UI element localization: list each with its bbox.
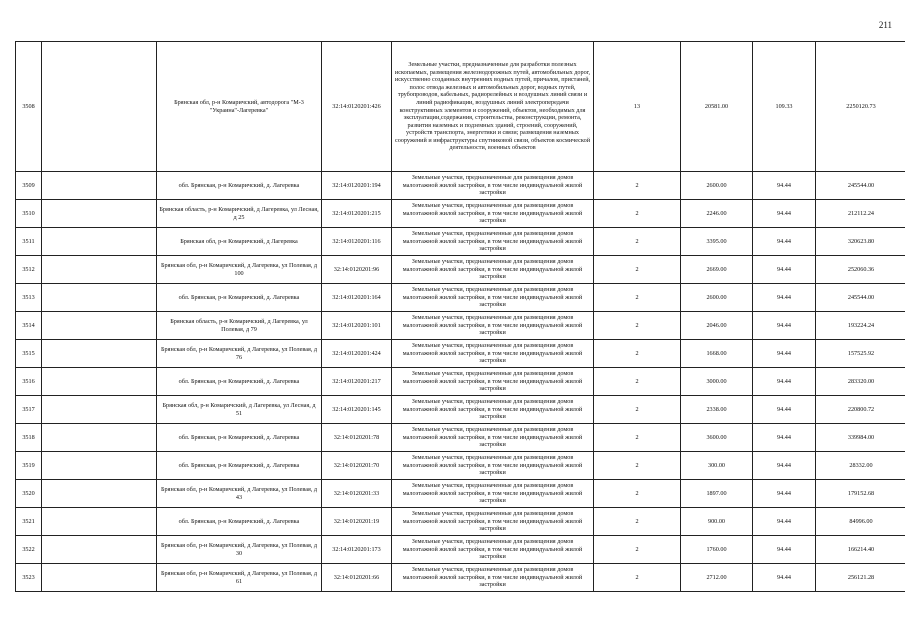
blank-cell bbox=[42, 536, 157, 564]
land-use-cell: Земельные участки, предназначенные для размещения домов малоэтажной жилой застройки, в том числе индивидуальной жилой застройки bbox=[392, 256, 594, 284]
group-number-cell: 2 bbox=[594, 340, 681, 368]
area-cell: 2669.00 bbox=[681, 256, 753, 284]
land-use-cell: Земельные участки, предназначенные для размещения домов малоэтажной жилой застройки, в том числе индивидуальной жилой застройки bbox=[392, 424, 594, 452]
cadastral-value-cell: 193224.24 bbox=[816, 312, 905, 340]
address-cell: Брянская область, р-н Комаричский, д Лагеревка, ул Лесная, д 25 bbox=[157, 200, 322, 228]
cadastral-number-cell: 32:14:0120201:66 bbox=[322, 564, 392, 592]
cadastral-value-cell: 320623.80 bbox=[816, 228, 905, 256]
area-cell: 2600.00 bbox=[681, 172, 753, 200]
row-number-cell: 3516 bbox=[16, 368, 42, 396]
cadastral-value-cell: 179152.68 bbox=[816, 480, 905, 508]
cadastral-number-cell: 32:14:0120201:116 bbox=[322, 228, 392, 256]
area-cell: 1760.00 bbox=[681, 536, 753, 564]
land-use-cell: Земельные участки, предназначенные для размещения домов малоэтажной жилой застройки, в том числе индивидуальной жилой застройки bbox=[392, 396, 594, 424]
address-cell: обл. Брянская, р-н Комаричский, д. Лагеревка bbox=[157, 172, 322, 200]
group-number-cell: 2 bbox=[594, 452, 681, 480]
group-number-cell: 2 bbox=[594, 228, 681, 256]
area-cell: 20581.00 bbox=[681, 42, 753, 172]
land-use-cell: Земельные участки, предназначенные для размещения домов малоэтажной жилой застройки, в том числе индивидуальной жилой застройки bbox=[392, 508, 594, 536]
cadastral-value-cell: 157525.92 bbox=[816, 340, 905, 368]
row-number-cell: 3513 bbox=[16, 284, 42, 312]
group-number-cell: 2 bbox=[594, 424, 681, 452]
cadastral-value-cell: 84996.00 bbox=[816, 508, 905, 536]
group-number-cell: 2 bbox=[594, 508, 681, 536]
group-number-cell: 2 bbox=[594, 284, 681, 312]
land-use-cell: Земельные участки, предназначенные для разработки полезных ископаемых, размещения железнодорожных путей, автомобильных дорог, искусственно созданных внутренних водных путей, причалов, пристаней, полос отвода железных и автомобильных дорог, водных путей, трубопроводов, кабельных, радиорелейных и воздушных линий связи и линий радиофикации, воздушных линий электропередачи конструктивных элементов и сооружений, объектов, необходимых для эксплуатации,содержания, строительства, реконструкции, ремонта, развития наземных и подземных зданий, строений, сооружений, устройств транспорта, энергетики и связи; размещения наземных сооружений и инфраструктуры спутниковой связи, объектов космической деятельности, военных объектов bbox=[392, 42, 594, 172]
table-row bbox=[16, 452, 905, 480]
cadastral-value-cell: 339984.00 bbox=[816, 424, 905, 452]
specific-value-cell: 94.44 bbox=[753, 172, 816, 200]
area-cell: 300.00 bbox=[681, 452, 753, 480]
cadastral-value-table bbox=[15, 41, 905, 592]
address-cell: обл. Брянская, р-н Комаричский, д. Лагеревка bbox=[157, 452, 322, 480]
land-use-cell: Земельные участки, предназначенные для размещения домов малоэтажной жилой застройки, в том числе индивидуальной жилой застройки bbox=[392, 284, 594, 312]
row-number-cell: 3515 bbox=[16, 340, 42, 368]
table-row bbox=[16, 172, 905, 200]
table-row bbox=[16, 564, 905, 592]
table-row bbox=[16, 256, 905, 284]
address-cell: Брянская обл, р-н Комаричский, д Лагеревка, ул Полевая, д 100 bbox=[157, 256, 322, 284]
cadastral-value-cell: 28332.00 bbox=[816, 452, 905, 480]
specific-value-cell: 94.44 bbox=[753, 368, 816, 396]
specific-value-cell: 94.44 bbox=[753, 452, 816, 480]
area-cell: 2338.00 bbox=[681, 396, 753, 424]
land-use-cell: Земельные участки, предназначенные для размещения домов малоэтажной жилой застройки, в том числе индивидуальной жилой застройки bbox=[392, 200, 594, 228]
area-cell: 3395.00 bbox=[681, 228, 753, 256]
blank-cell bbox=[42, 42, 157, 172]
table-row bbox=[16, 480, 905, 508]
specific-value-cell: 94.44 bbox=[753, 508, 816, 536]
row-number-cell: 3518 bbox=[16, 424, 42, 452]
cadastral-value-cell: 256121.28 bbox=[816, 564, 905, 592]
group-number-cell: 2 bbox=[594, 536, 681, 564]
specific-value-cell: 109.33 bbox=[753, 42, 816, 172]
address-cell: обл. Брянская, р-н Комаричский, д. Лагеревка bbox=[157, 284, 322, 312]
blank-cell bbox=[42, 564, 157, 592]
row-number-cell: 3508 bbox=[16, 42, 42, 172]
land-use-cell: Земельные участки, предназначенные для размещения домов малоэтажной жилой застройки, в том числе индивидуальной жилой застройки bbox=[392, 228, 594, 256]
cadastral-number-cell: 32:14:0120201:424 bbox=[322, 340, 392, 368]
specific-value-cell: 94.44 bbox=[753, 480, 816, 508]
table-row bbox=[16, 424, 905, 452]
specific-value-cell: 94.44 bbox=[753, 396, 816, 424]
blank-cell bbox=[42, 452, 157, 480]
row-number-cell: 3514 bbox=[16, 312, 42, 340]
cadastral-value-cell: 252060.36 bbox=[816, 256, 905, 284]
area-cell: 1897.00 bbox=[681, 480, 753, 508]
blank-cell bbox=[42, 340, 157, 368]
cadastral-value-cell: 245544.00 bbox=[816, 284, 905, 312]
blank-cell bbox=[42, 200, 157, 228]
cadastral-number-cell: 32:14:0120201:96 bbox=[322, 256, 392, 284]
cadastral-number-cell: 32:14:0120201:19 bbox=[322, 508, 392, 536]
blank-cell bbox=[42, 312, 157, 340]
address-cell: обл. Брянская, р-н Комаричский, д. Лагеревка bbox=[157, 424, 322, 452]
land-use-cell: Земельные участки, предназначенные для размещения домов малоэтажной жилой застройки, в том числе индивидуальной жилой застройки bbox=[392, 340, 594, 368]
specific-value-cell: 94.44 bbox=[753, 564, 816, 592]
land-use-cell: Земельные участки, предназначенные для размещения домов малоэтажной жилой застройки, в том числе индивидуальной жилой застройки bbox=[392, 368, 594, 396]
row-number-cell: 3512 bbox=[16, 256, 42, 284]
cadastral-number-cell: 32:14:0120201:164 bbox=[322, 284, 392, 312]
cadastral-number-cell: 32:14:0120201:426 bbox=[322, 42, 392, 172]
row-number-cell: 3517 bbox=[16, 396, 42, 424]
table-row bbox=[16, 368, 905, 396]
group-number-cell: 2 bbox=[594, 200, 681, 228]
group-number-cell: 2 bbox=[594, 368, 681, 396]
area-cell: 2046.00 bbox=[681, 312, 753, 340]
address-cell: Брянская область, р-н Комаричский, д Лагеревка, ул Полевая, д 79 bbox=[157, 312, 322, 340]
address-cell: Брянская обл, р-н Комаричский, д Лагеревка bbox=[157, 228, 322, 256]
cadastral-value-cell: 166214.40 bbox=[816, 536, 905, 564]
cadastral-value-cell: 2250120.73 bbox=[816, 42, 905, 172]
address-cell: Брянская обл, р-н Комаричский, д Лагеревка, ул Полевая, д 30 bbox=[157, 536, 322, 564]
specific-value-cell: 94.44 bbox=[753, 200, 816, 228]
table-row bbox=[16, 312, 905, 340]
group-number-cell: 2 bbox=[594, 256, 681, 284]
cadastral-value-cell: 220800.72 bbox=[816, 396, 905, 424]
cadastral-number-cell: 32:14:0120201:145 bbox=[322, 396, 392, 424]
table-row bbox=[16, 200, 905, 228]
area-cell: 3000.00 bbox=[681, 368, 753, 396]
specific-value-cell: 94.44 bbox=[753, 228, 816, 256]
blank-cell bbox=[42, 256, 157, 284]
address-cell: Брянская обл, р-н Комаричский, д Лагеревка, ул Лесная, д 51 bbox=[157, 396, 322, 424]
land-use-cell: Земельные участки, предназначенные для размещения домов малоэтажной жилой застройки, в том числе индивидуальной жилой застройки bbox=[392, 172, 594, 200]
address-cell: Брянская обл, р-н Комаричский, д Лагеревка, ул Полевая, д 43 bbox=[157, 480, 322, 508]
blank-cell bbox=[42, 228, 157, 256]
row-number-cell: 3510 bbox=[16, 200, 42, 228]
address-cell: Брянская обл, р-н Комаричский, автодорога "М-3 "Украина"-Лагеревка" bbox=[157, 42, 322, 172]
specific-value-cell: 94.44 bbox=[753, 536, 816, 564]
table-row bbox=[16, 536, 905, 564]
specific-value-cell: 94.44 bbox=[753, 340, 816, 368]
group-number-cell: 2 bbox=[594, 172, 681, 200]
area-cell: 900.00 bbox=[681, 508, 753, 536]
area-cell: 2600.00 bbox=[681, 284, 753, 312]
group-number-cell: 13 bbox=[594, 42, 681, 172]
row-number-cell: 3522 bbox=[16, 536, 42, 564]
cadastral-number-cell: 32:14:0120201:217 bbox=[322, 368, 392, 396]
blank-cell bbox=[42, 396, 157, 424]
address-cell: Брянская обл, р-н Комаричский, д Лагеревка, ул Полевая, д 76 bbox=[157, 340, 322, 368]
row-number-cell: 3523 bbox=[16, 564, 42, 592]
cadastral-number-cell: 32:14:0120201:173 bbox=[322, 536, 392, 564]
specific-value-cell: 94.44 bbox=[753, 312, 816, 340]
blank-cell bbox=[42, 508, 157, 536]
page-number: 211 bbox=[878, 20, 892, 30]
table-row bbox=[16, 284, 905, 312]
table-row bbox=[16, 228, 905, 256]
table-row bbox=[16, 508, 905, 536]
row-number-cell: 3521 bbox=[16, 508, 42, 536]
cadastral-number-cell: 32:14:0120201:33 bbox=[322, 480, 392, 508]
cadastral-number-cell: 32:14:0120201:215 bbox=[322, 200, 392, 228]
group-number-cell: 2 bbox=[594, 564, 681, 592]
cadastral-number-cell: 32:14:0120201:194 bbox=[322, 172, 392, 200]
blank-cell bbox=[42, 284, 157, 312]
specific-value-cell: 94.44 bbox=[753, 284, 816, 312]
area-cell: 2246.00 bbox=[681, 200, 753, 228]
group-number-cell: 2 bbox=[594, 480, 681, 508]
cadastral-number-cell: 32:14:0120201:101 bbox=[322, 312, 392, 340]
row-number-cell: 3520 bbox=[16, 480, 42, 508]
table-row bbox=[16, 396, 905, 424]
table-row bbox=[16, 42, 905, 172]
cadastral-number-cell: 32:14:0120201:78 bbox=[322, 424, 392, 452]
cadastral-value-cell: 245544.00 bbox=[816, 172, 905, 200]
land-use-cell: Земельные участки, предназначенные для размещения домов малоэтажной жилой застройки, в том числе индивидуальной жилой застройки bbox=[392, 452, 594, 480]
row-number-cell: 3509 bbox=[16, 172, 42, 200]
specific-value-cell: 94.44 bbox=[753, 424, 816, 452]
blank-cell bbox=[42, 172, 157, 200]
table-row bbox=[16, 340, 905, 368]
blank-cell bbox=[42, 424, 157, 452]
cadastral-value-cell: 283320.00 bbox=[816, 368, 905, 396]
land-use-cell: Земельные участки, предназначенные для размещения домов малоэтажной жилой застройки, в том числе индивидуальной жилой застройки bbox=[392, 312, 594, 340]
address-cell: обл. Брянская, р-н Комаричский, д. Лагеревка bbox=[157, 368, 322, 396]
specific-value-cell: 94.44 bbox=[753, 256, 816, 284]
area-cell: 2712.00 bbox=[681, 564, 753, 592]
land-use-cell: Земельные участки, предназначенные для размещения домов малоэтажной жилой застройки, в том числе индивидуальной жилой застройки bbox=[392, 564, 594, 592]
area-cell: 1668.00 bbox=[681, 340, 753, 368]
cadastral-value-cell: 212112.24 bbox=[816, 200, 905, 228]
group-number-cell: 2 bbox=[594, 312, 681, 340]
blank-cell bbox=[42, 368, 157, 396]
land-use-cell: Земельные участки, предназначенные для размещения домов малоэтажной жилой застройки, в том числе индивидуальной жилой застройки bbox=[392, 480, 594, 508]
group-number-cell: 2 bbox=[594, 396, 681, 424]
blank-cell bbox=[42, 480, 157, 508]
table-body bbox=[16, 42, 905, 592]
area-cell: 3600.00 bbox=[681, 424, 753, 452]
cadastral-number-cell: 32:14:0120201:70 bbox=[322, 452, 392, 480]
row-number-cell: 3511 bbox=[16, 228, 42, 256]
land-use-cell: Земельные участки, предназначенные для размещения домов малоэтажной жилой застройки, в том числе индивидуальной жилой застройки bbox=[392, 536, 594, 564]
address-cell: обл. Брянская, р-н Комаричский, д. Лагеревка bbox=[157, 508, 322, 536]
row-number-cell: 3519 bbox=[16, 452, 42, 480]
address-cell: Брянская обл, р-н Комаричский, д Лагеревка, ул Полевая, д 61 bbox=[157, 564, 322, 592]
